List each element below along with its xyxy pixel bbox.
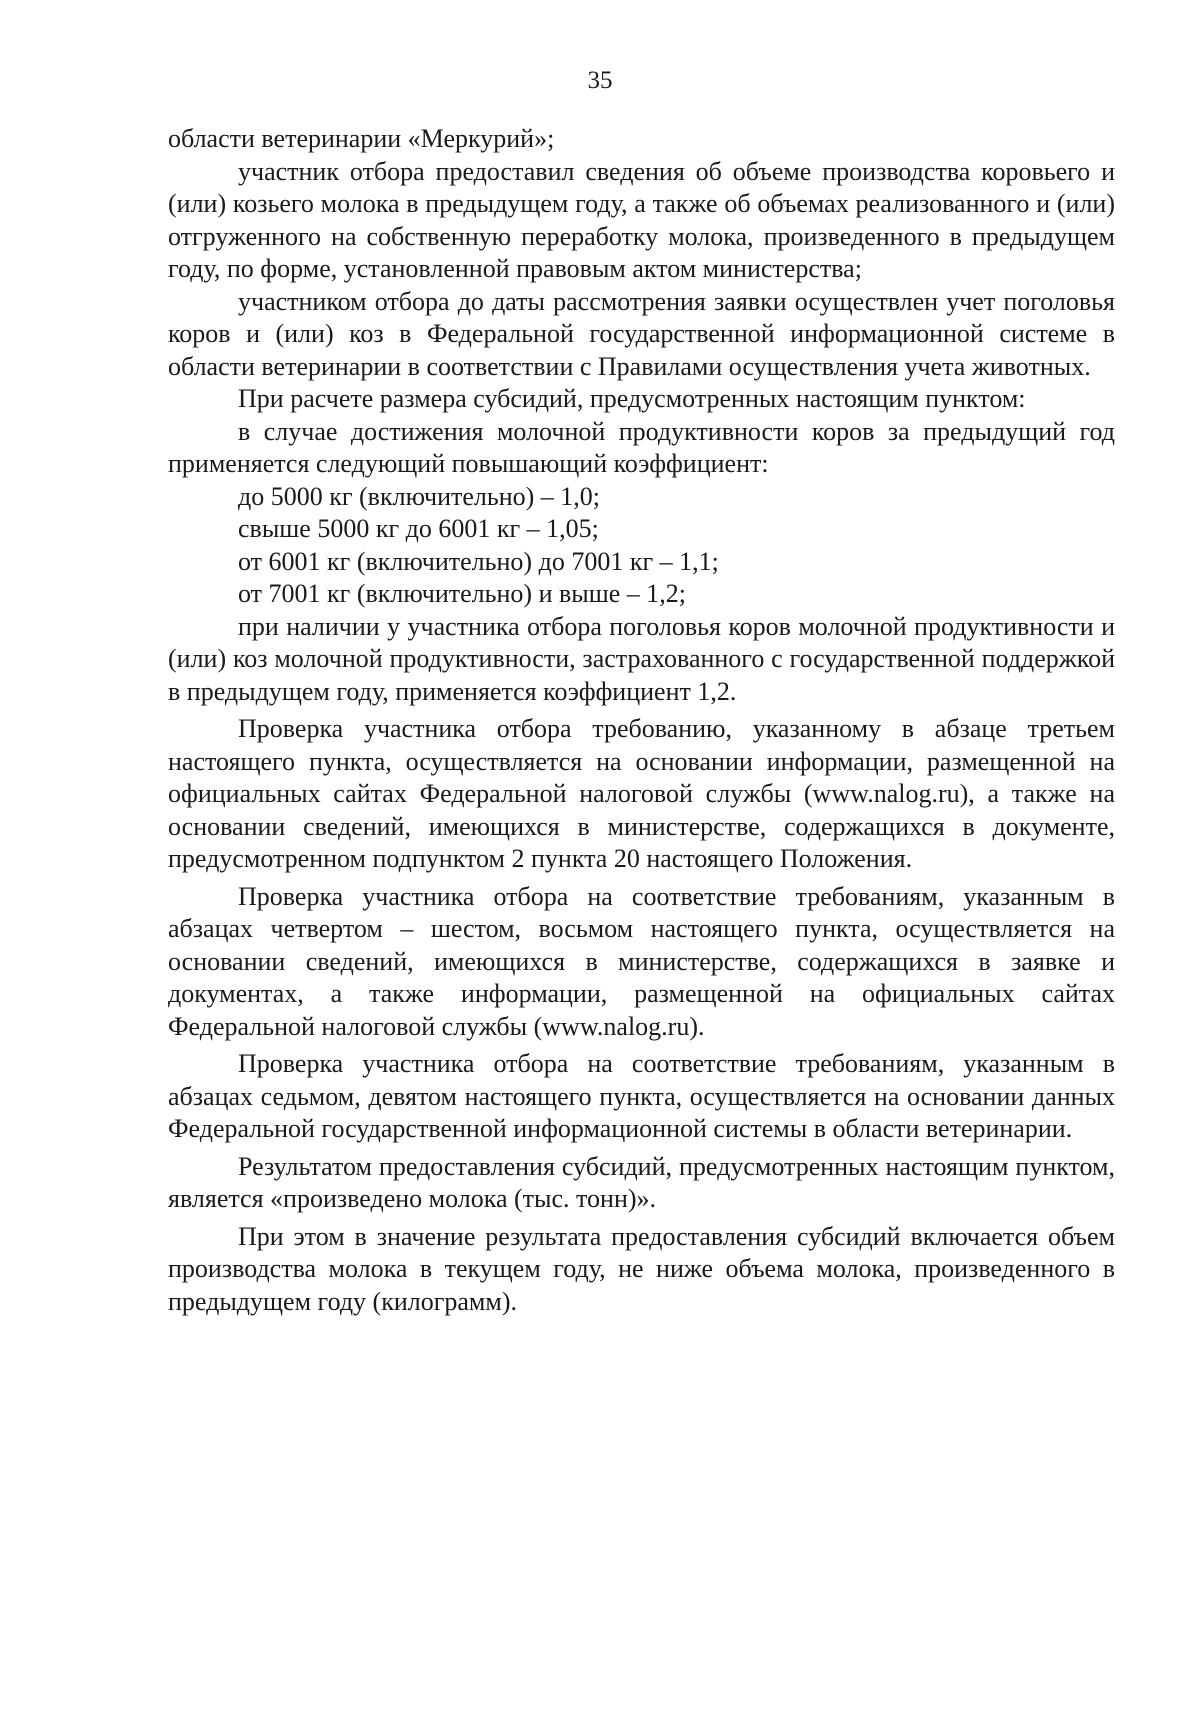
coefficient-item-1: до 5000 кг (включительно) – 1,0; — [238, 481, 601, 511]
paragraph-result-value: При этом в значение результата предоставления субсидий включается объем производства молока в текущем году, не ниже объема молока, произведенного в предыдущем году (килограмм). — [168, 1221, 1115, 1316]
coefficient-item-4: от 7001 кг (включительно) и выше – 1,2; — [238, 579, 687, 608]
document-body — [168, 123, 1115, 1318]
paragraph-1: области ветеринарии «Меркурий»; — [168, 124, 555, 153]
paragraph-3: участником отбора до даты рассмотрения заявки осуществлен учет поголовья коров и (или) коз в Федеральной государственной информационной системе в области ветеринарии в соответствии с Правилами осуществления учета животных. — [168, 286, 1115, 381]
page-number: 35 — [587, 67, 613, 94]
coefficient-item-2: свыше 5000 кг до 6001 кг – 1,05; — [238, 514, 599, 543]
paragraph-2: участник отбора предоставил сведения об объеме производства коровьего и (или) козьего молока в предыдущем году, а также об объемах реализованного и (или) отгруженного на собственную переработку молока, произведенного в предыдущем году, по форме, установленной правовым актом министерства; — [168, 156, 1115, 283]
paragraph-check-1: Проверка участника отбора требованию, указанному в абзаце третьем настоящего пункта, осуществляется на основании информации, размещенной на официальных сайтах Федеральной налоговой службы (www.nalog.ru), а также на основании сведений, имеющихся в министерстве, содержащихся в документе, предусмотренном подпунктом 2 пункта 20 настоящего Положения. — [168, 714, 1115, 873]
paragraph-5: в случае достижения молочной продуктивности коров за предыдущий год применяется следующий повышающий коэффициент: — [168, 416, 1115, 478]
coefficient-item-3: от 6001 кг (включительно) до 7001 кг – 1,1; — [238, 546, 719, 576]
paragraph-4: При расчете размера субсидий, предусмотренных настоящим пунктом: — [238, 384, 1026, 413]
paragraph-check-2: Проверка участника отбора на соответствие требованиям, указанным в абзацах четвертом – шестом, восьмом настоящего пункта, осуществляется на основании сведений, имеющихся в министерстве, содержащихся в заявке и документах, а также информации, размещенной на официальных сайтах Федеральной налоговой службы (www.nalog.ru). — [168, 881, 1115, 1041]
paragraph-result: Результатом предоставления субсидий, предусмотренных настоящим пунктом, является «произведено молока (тыс. тонн)». — [168, 1151, 1115, 1213]
paragraph-insurance: при наличии у участника отбора поголовья коров молочной продуктивности и (или) коз молочной продуктивности, застрахованного с государственной поддержкой в предыдущем году, применяется коэффициент 1,2. — [168, 611, 1115, 706]
paragraph-check-3: Проверка участника отбора на соответствие требованиям, указанным в абзацах седьмом, девятом настоящего пункта, осуществляется на основании данных Федеральной государственной информационной системы в области ветеринарии. — [168, 1049, 1115, 1143]
